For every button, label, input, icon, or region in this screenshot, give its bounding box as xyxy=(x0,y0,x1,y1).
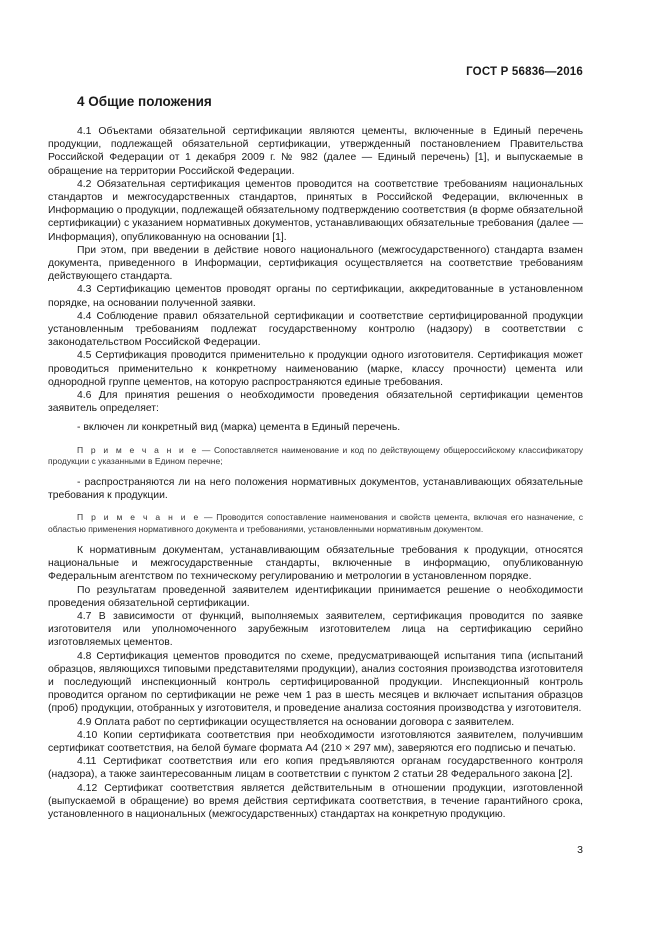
paragraph-4-1: 4.1 Объектами обязательной сертификации являются цементы, включенные в Единый перечень продукции, подлежащей обязательной сертификации, утвержденный постановлением Правительства Российской Федерации от 1 декабря 2009 г. № 982 (далее — Единый перечень) [1], и выпускаемые в обращение на территории Российской Федерации. xyxy=(48,126,583,177)
standard-code-header: ГОСТ Р 56836—2016 xyxy=(466,66,583,78)
paragraph-4-9: 4.9 Оплата работ по сертификации осуществляется на основании договора с заявителем. xyxy=(77,716,515,728)
paragraph-4-12: 4.12 Сертификат соответствия является действительным в отношении продукции, изготовленной (выпускаемой в обращение) во время действия сертификата соответствия, в течение гарантийного срока, установленного в национальных (межгосударственных) стандартах на конкретную продукцию. xyxy=(48,782,583,820)
paragraph-4-2-continued: При этом, при введении в действие нового национального (межгосударственного) стандарта взамен документа, приведенного в Информации, сертификация осуществляется на соответствие требованиям действующего стандарта. xyxy=(48,244,583,283)
section-title: 4 Общие положения xyxy=(77,94,212,109)
paragraph-4-6-identification: По результатам проведенной заявителем идентификации принимается решение о необходимости проведения обязательной сертификации. xyxy=(48,584,583,609)
document-body xyxy=(48,125,583,821)
paragraph-4-6-normative-docs: К нормативным документам, устанавливающим обязательные требования к продукции, относятся национальные и межгосударственные стандарты, включенные в информацию, опубликованную Федеральным агентством по техническому регулированию и метрологии в установленном порядке. xyxy=(48,544,583,583)
paragraph-4-8: 4.8 Сертификация цементов проводится по схеме, предусматривающей испытания типа (испытаний образцов, являющихся типовыми представителями продукции), анализ состояния производства изготовителя и последующий инспекционный контроль сертифицированной продукции. Инспекционный контроль проводится органом по сертификации не реже чем 1 раз в шесть месяцев и включает испытания образцов (проб) продукции, отобранных у изготовителя, и проведение анализа состояния производства у изготовителя. xyxy=(48,650,583,715)
paragraph-4-4: 4.4 Соблюдение правил обязательной сертификации и соответствие сертифицированной продукции установленным требованиям подлежат государственному контролю (надзору) в соответствии с законодательством Российской Федерации. xyxy=(48,310,583,349)
note-1-text: — Сопоставляется наименование и код по действующему общероссийскому классификатору продукции с указанными в Едином перечне; xyxy=(48,444,583,466)
note-1-label: П р и м е ч а н и е xyxy=(77,444,199,455)
list-item-2: - распространяются ли на него положения нормативных документов, устанавливающих обязательные требования к продукции. xyxy=(48,477,583,502)
note-2 xyxy=(48,512,583,534)
paragraph-4-5: 4.5 Сертификация проводится применительно к продукции одного изготовителя. Сертификация может проводиться применительно к конкретному наименованию (марке, классу прочности) цемента или однородной группе цементов, на которую распространяются единые требования. xyxy=(48,350,583,388)
note-2-label: П р и м е ч а н и е xyxy=(77,512,201,523)
paragraph-4-11: 4.11 Сертификат соответствия или его копия предъявляются органам государственного контроля (надзора), а также заинтересованным лицам в соответствии с пунктом 2 статьи 28 Федерального закона [2]. xyxy=(48,756,583,781)
page-number: 3 xyxy=(577,844,583,856)
paragraph-4-6: 4.6 Для принятия решения о необходимости проведения обязательной сертификации цементов заявитель определяет: xyxy=(48,390,583,415)
list-item-1: - включен ли конкретный вид (марка) цемента в Единый перечень. xyxy=(77,422,401,434)
paragraph-4-2: 4.2 Обязательная сертификация цементов проводится на соответствие требованиям национальных стандартов и межгосударственных стандартов, принятых в Российской Федерации, включенных в Информацию о продукции, подлежащей обязательному подтверждению соответствия (в форме обязательной сертификации) с указанием нормативных документов, устанавливающих обязательные требования (далее — Информация), опубликованную на основании [1]. xyxy=(48,178,583,243)
note-2-text: — Проводится сопоставление наименования и свойств цемента, включая его назначение, с областью применения нормативного документа и требованиями, установленными нормативным документом. xyxy=(48,512,583,534)
note-1 xyxy=(48,445,583,467)
paragraph-4-3: 4.3 Сертификацию цементов проводят органы по сертификации, аккредитованные в установленном порядке, на основании полученной заявки. xyxy=(48,284,583,309)
paragraph-4-10: 4.10 Копии сертификата соответствия при необходимости изготовляются заявителем, получившим сертификат соответствия, на белой бумаге формата А4 (210 × 297 мм), заверяются его подписью и печатью. xyxy=(48,729,583,754)
paragraph-4-7: 4.7 В зависимости от функций, выполняемых заявителем, сертификация проводится по заявке изготовителя или уполномоченного зарубежным изготовителем лица на сертификацию серийно изготовляемых цементов. xyxy=(48,610,583,649)
